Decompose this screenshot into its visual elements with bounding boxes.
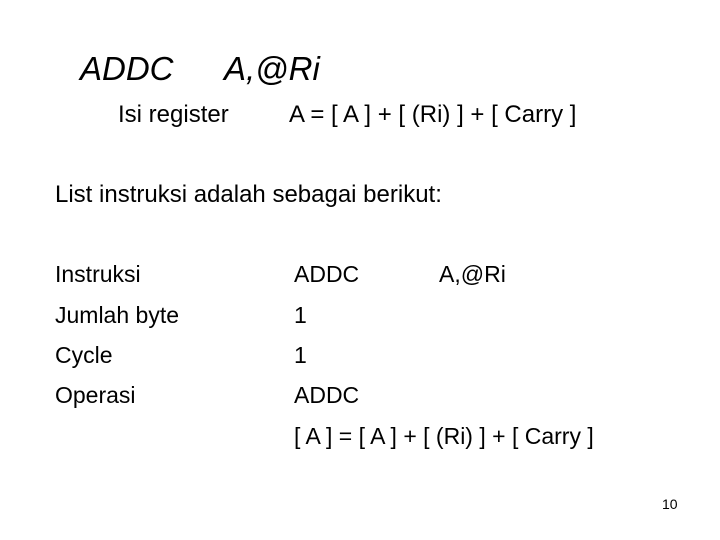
value-instruction-mnemonic: ADDC: [294, 261, 360, 287]
value-bytes: 1: [294, 302, 307, 328]
value-instruction-operands: A,@Ri: [439, 261, 506, 287]
register-formula: A = [ A ] + [ (Ri) ] + [ Carry ]: [289, 101, 577, 128]
title-operands: A,@Ri: [224, 50, 320, 87]
label-jumlah-byte: Jumlah byte: [55, 302, 180, 328]
label-operasi: Operasi: [55, 382, 136, 408]
value-operation-formula: [ A ] = [ A ] + [ (Ri) ] + [ Carry ]: [294, 423, 594, 449]
value-operation-mnemonic: ADDC: [294, 382, 360, 408]
register-label: Isi register: [118, 101, 229, 128]
label-instruksi: Instruksi: [55, 261, 141, 287]
label-cycle: Cycle: [55, 342, 113, 368]
title-mnemonic: ADDC: [80, 50, 174, 87]
value-cycles: 1: [294, 342, 307, 368]
page-number: 10: [662, 496, 678, 512]
intro-text: List instruksi adalah sebagai berikut:: [55, 181, 442, 208]
